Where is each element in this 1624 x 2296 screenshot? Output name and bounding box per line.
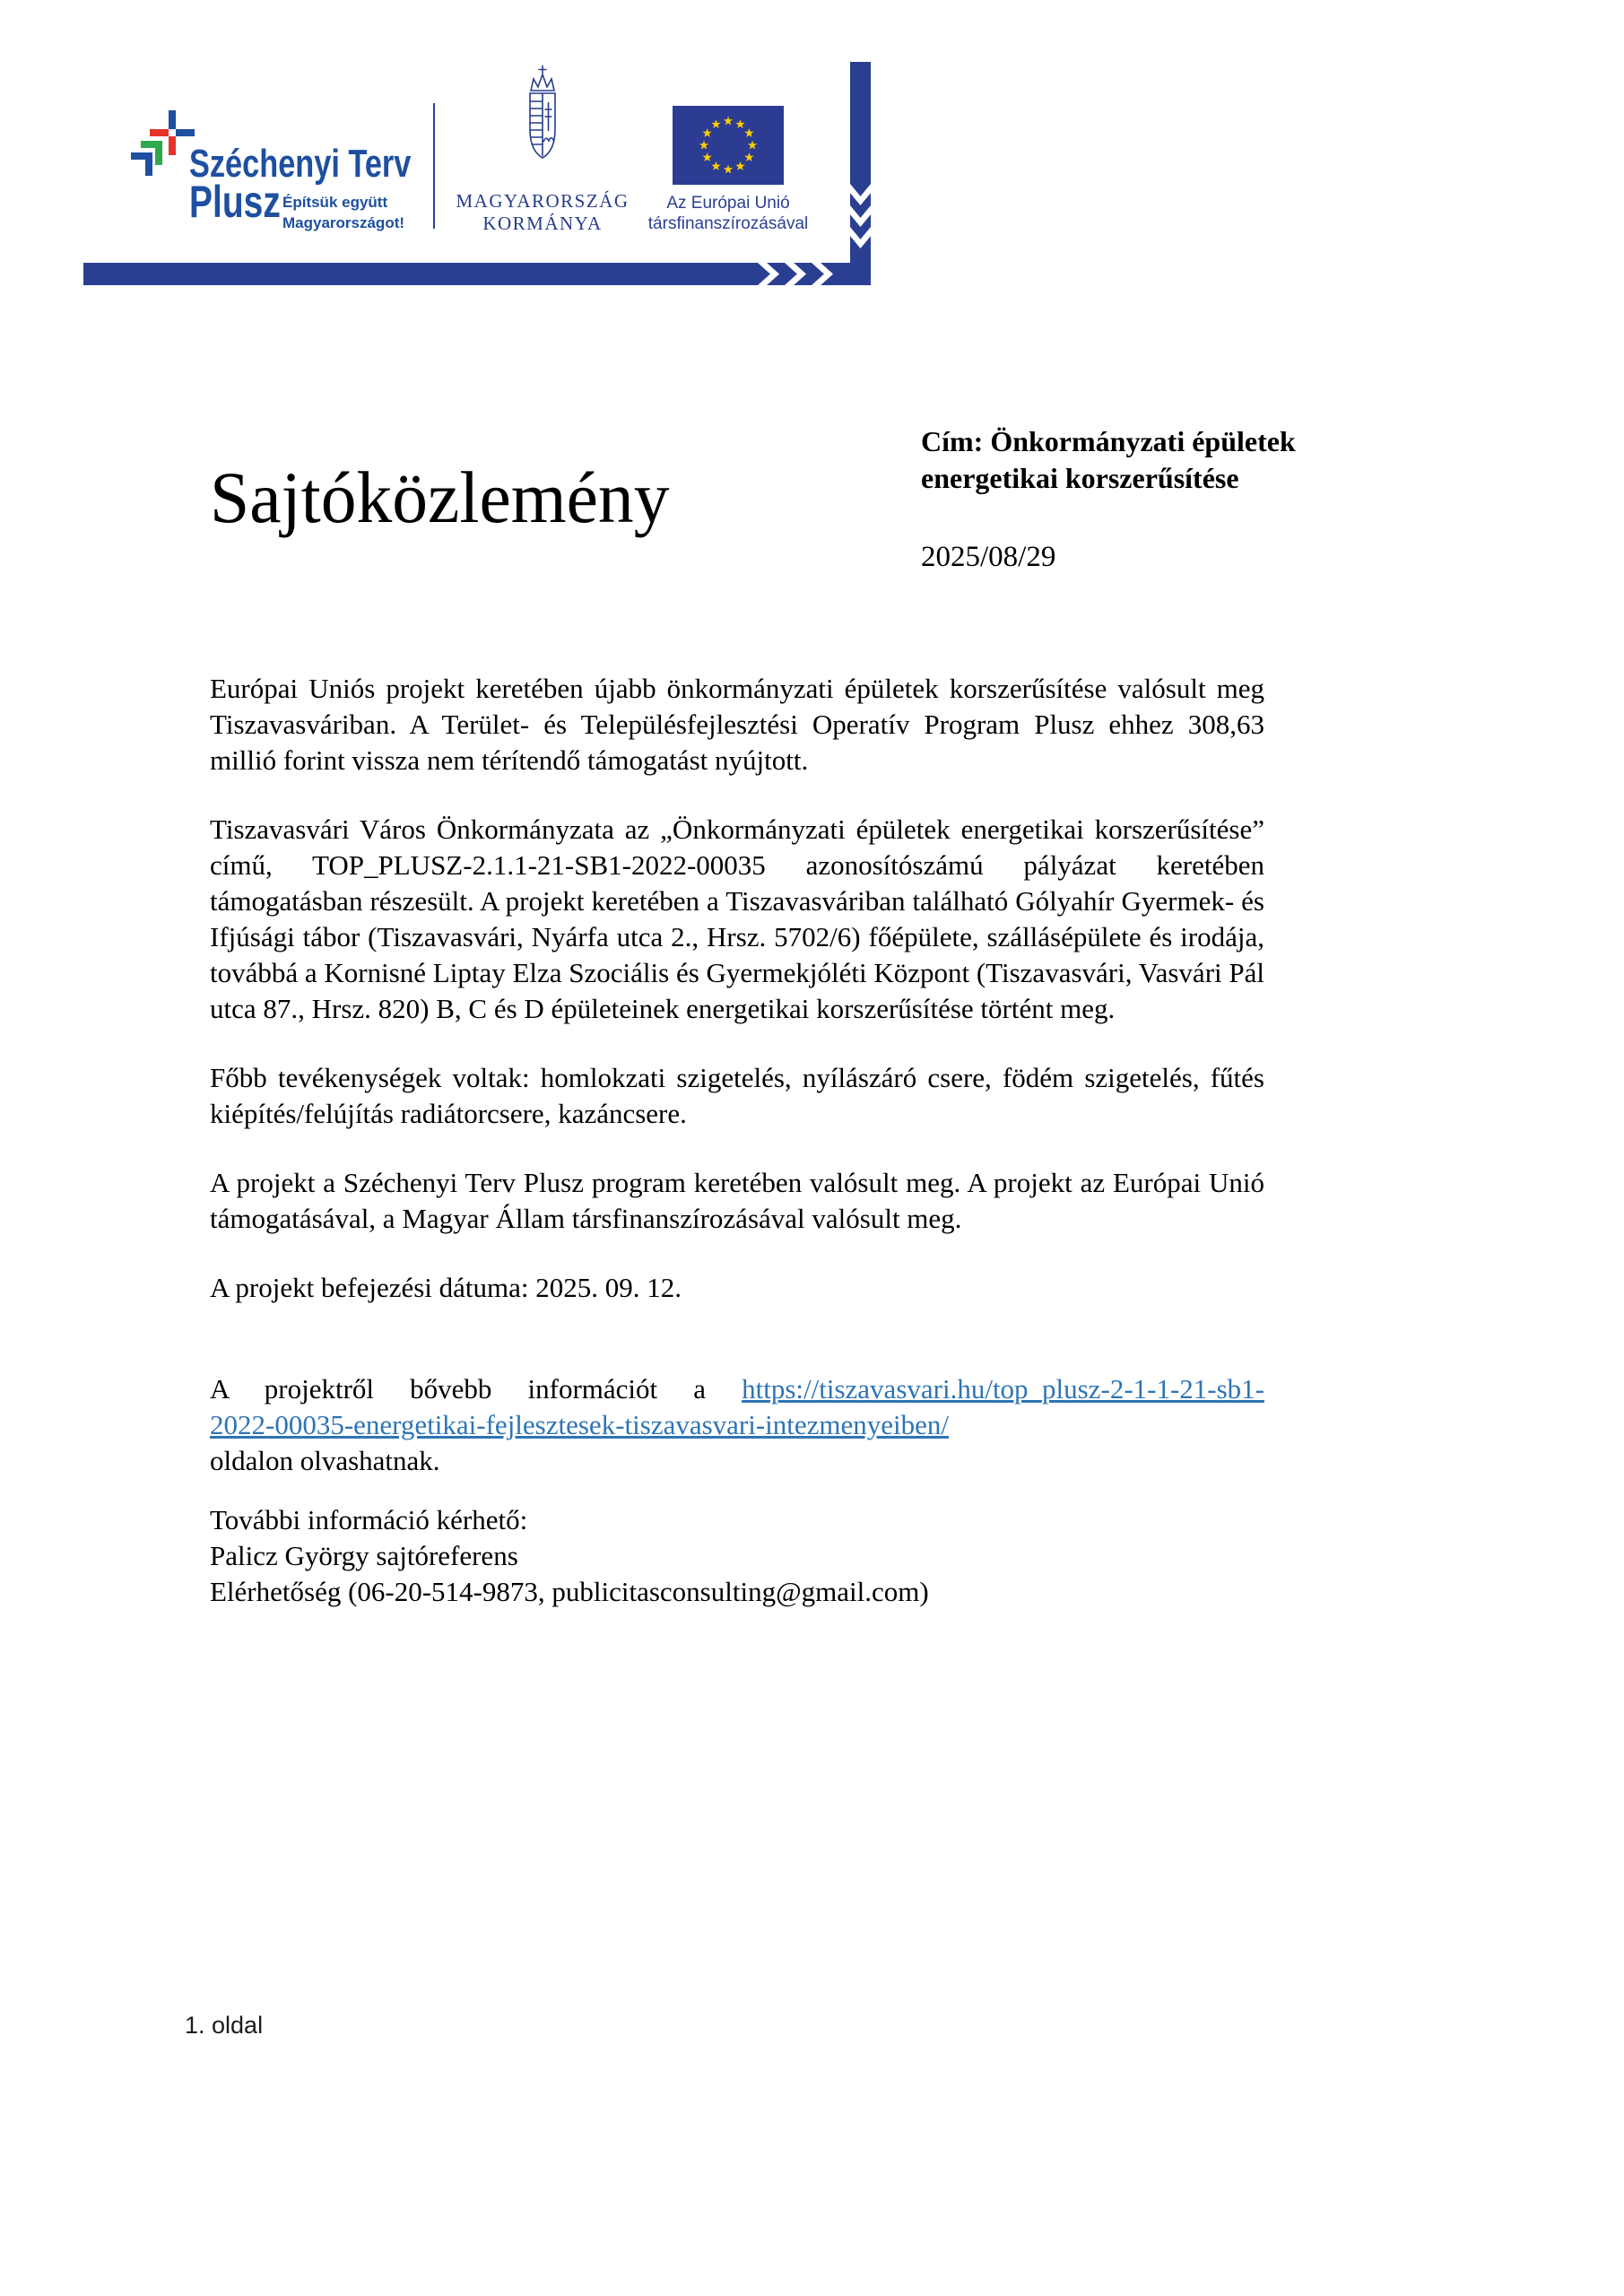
more-info-suffix: oldalon olvashatnak. xyxy=(210,1445,440,1476)
more-info-line1 xyxy=(210,1371,1264,1407)
page-number: 1. oldal xyxy=(185,2012,264,2039)
logo-tagline-1: Építsük együtt xyxy=(282,194,388,211)
project-url-link-line2[interactable]: 2022-00035-energetikai-fejlesztesek-tiszavasvari-intezmenyeiben/ xyxy=(210,1409,950,1440)
hungary-coat-of-arms-icon xyxy=(518,63,567,185)
logo-plusz-line: Plusz xyxy=(189,177,281,227)
hungarian-government-logo xyxy=(444,63,641,235)
paragraph-project: Tiszavasvári Város Önkormányzata az „Önkormányzati épületek energetikai korszerűsítése” című, TOP_PLUSZ-2.1.1-21-SB1-2022-00035 azonosítószámú pályázat keretében támogatásban részesült. A projekt keretében a Tiszavasváriban található Gólyahír Gyermek- és Ifjúsági tábor (Tiszavasvári, Nyárfa utca 2., Hrsz. 5702/6) főépülete, szállásépülete és irodája, továbbá a Kornisné Liptay Elza Szociális és Gyermekjóléti Központ (Tiszavasvári, Vasvári Pál utca 87., Hrsz. 820) B, C és D épületeinek energetikai korszerűsítése történt meg. xyxy=(210,813,1264,1024)
paragraph-completion-date: A projekt befejezési dátuma: 2025. 09. 12. xyxy=(210,1272,682,1303)
logo-name-line: Széchenyi Terv xyxy=(189,142,412,186)
more-info-prefix: A projektről bővebb információt a xyxy=(210,1373,743,1405)
eu-cofinancing-logo xyxy=(638,106,818,234)
header-divider xyxy=(433,103,435,229)
header-horizontal-bar xyxy=(83,263,871,285)
contact-block xyxy=(210,1502,1264,1610)
government-text-line1: MAGYARORSZÁG xyxy=(456,190,630,212)
eu-flag-icon xyxy=(673,106,784,185)
page-title: Sajtóközlemény xyxy=(210,457,670,538)
eu-text-line1: Az Európai Unió xyxy=(666,194,790,213)
press-release-subject: Cím: Önkormányzati épületek energetikai korszerűsítése xyxy=(921,425,1296,494)
contact-line-3: Elérhetőség (06-20-514-9873, publicitasconsulting@gmail.com) xyxy=(210,1576,929,1607)
eu-text-line2: társfinanszírozásával xyxy=(647,214,809,233)
press-release-date: 2025/08/29 xyxy=(921,541,1056,573)
paragraph-activities: Főbb tevékenységek voltak: homlokzati szigetelés, nyílászáró csere, födém szigetelés, fűtés kiépítés/felújítás radiátorcsere, kazáncsere. xyxy=(210,1062,1264,1129)
paragraph-more-info xyxy=(210,1371,1264,1479)
document-body xyxy=(210,671,1264,1643)
paragraph-program: A projekt a Széchenyi Terv Plusz program keretében valósult meg. A projekt az Európai Unió támogatásával, a Magyar Állam társfinanszírozásával valósult meg. xyxy=(210,1167,1264,1234)
project-url-link-line1[interactable]: https://tiszavasvari.hu/top_plusz-2-1-1-21-sb1- xyxy=(742,1373,1264,1405)
szechenyi-plus-mark-icon xyxy=(83,108,200,197)
header-vertical-bar xyxy=(850,62,871,285)
contact-line-2: Palicz György sajtóreferens xyxy=(210,1540,518,1571)
more-info-line2 xyxy=(210,1407,1264,1443)
szechenyi-terv-plusz-logo xyxy=(83,108,415,242)
government-text-line2: KORMÁNYA xyxy=(482,213,603,234)
logo-tagline-2: Magyarországot! xyxy=(282,214,405,231)
contact-line-1: További információ kérhető: xyxy=(210,1504,528,1535)
paragraph-lead: Európai Uniós projekt keretében újabb önkormányzati épületek korszerűsítése valósult meg Tiszavasváriban. A Terület- és Településfejlesztési Operatív Program Plusz ehhez 308,63 millió forint vissza nem térítendő támogatást nyújtott. xyxy=(210,673,1264,776)
